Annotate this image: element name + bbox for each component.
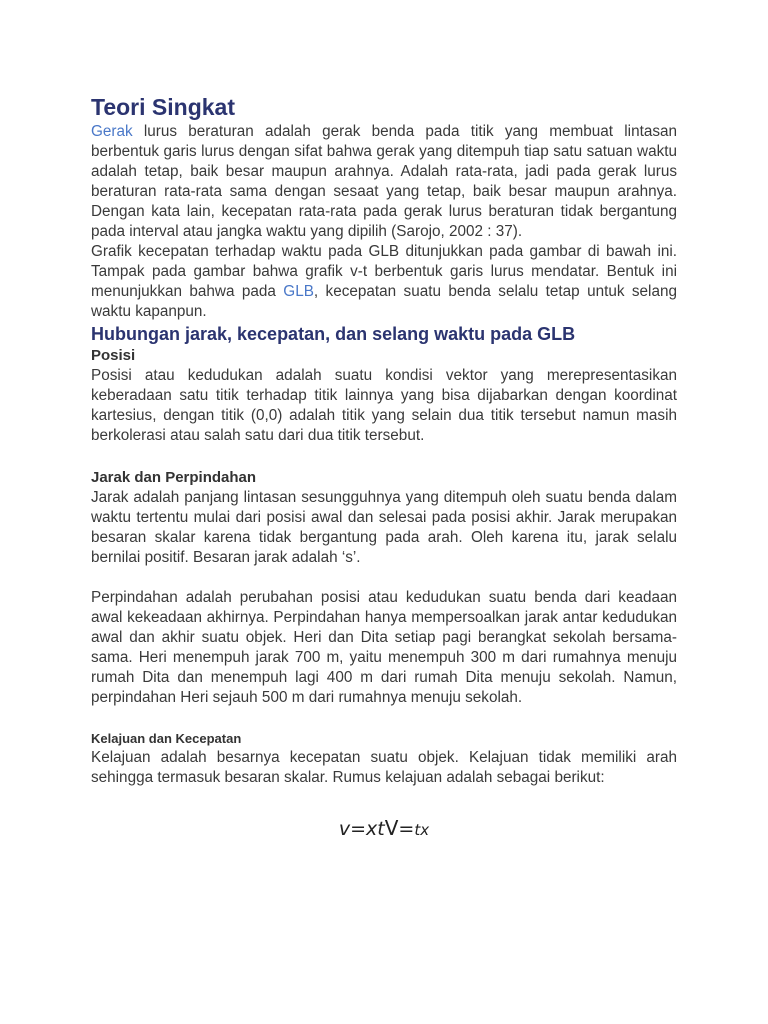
paragraph-jarak: Jarak adalah panjang lintasan sesungguhnya yang ditempuh oleh suatu benda dalam waktu tertentu mulai dari posisi awal dan selesai pada posisi akhir. Jarak merupakan besaran skalar karena tidak bergantung pada arah. Oleh karena itu, jarak selalu bernilai positif. Besaran jarak adalah ‘s’. — [91, 489, 677, 566]
formula-part-4: tx — [414, 821, 430, 839]
paragraph-grafik — [91, 242, 677, 322]
paragraph-glb-definition — [91, 122, 677, 242]
paragraph-grafik-text-1: Grafik kecepatan terhadap waktu pada GLB ditunjukkan pada gambar di bawah ini. Tampak pada gambar bahwa grafik v-t berbentuk garis lurus mendatar. Bentuk ini menunjukkan bahwa pada — [91, 243, 677, 300]
formula-part-1: v=xt — [338, 818, 385, 840]
formula-part-2: V — [384, 816, 399, 840]
article-content — [91, 92, 677, 840]
spacer — [91, 568, 677, 588]
spacer — [91, 446, 677, 468]
paragraph-perpindahan: Perpindahan adalah perubahan posisi atau kedudukan suatu benda dari keadaan awal kekeadaan akhirnya. Perpindahan hanya mempersoalkan jarak antar kedudukan awal dan akhir suatu objek. Heri dan Dita setiap pagi berangkat sekolah bersama-sama. Heri menempuh jarak 700 m, yaitu menempuh 300 m dari rumahnya menuju rumah Dita dan menempuh lagi 400 m dari rumah Dita menuju sekolah. Namun, perpindahan Heri sejauh 500 m dari rumahnya menuju sekolah. — [91, 589, 677, 706]
formula-part-3: = — [398, 818, 415, 840]
paragraph-kelajuan: Kelajuan adalah besarnya kecepatan suatu objek. Kelajuan tidak memiliki arah sehingga termasuk besaran skalar. Rumus kelajuan adalah sebagai berikut: — [91, 749, 677, 786]
paragraph-glb-definition-text: lurus beraturan adalah gerak benda pada titik yang membuat lintasan berbentuk garis lurus dengan sifat bahwa gerak yang ditempuh tiap satu satuan waktu adalah tetap, baik besar maupun arahnya. Adalah rata-rata, jadi pada gerak lurus beraturan rata-rata sama dengan sesaat yang tetap, baik besar maupun arahnya. Dengan kata lain, kecepatan rata-rata pada gerak lurus beraturan tidak bergantung pada interval atau jangka waktu yang dipilih (Sarojo, 2002 : 37). — [91, 123, 677, 240]
subheading-posisi: Posisi — [91, 347, 136, 364]
spacer — [91, 708, 677, 730]
formula-kelajuan — [91, 816, 677, 840]
paragraph-grafik-text-2: , kecepatan suatu benda selalu tetap untuk selang waktu kapanpun. — [91, 283, 677, 320]
paragraph-posisi: Posisi atau kedudukan adalah suatu kondisi vektor yang merepresentasikan keberadaan satu titik terhadap titik lainnya yang bisa dijabarkan dengan koordinat kartesius, dengan titik (0,0) adalah titik yang selain dua titik tersebut namun masih berkolerasi atau salah satu dari dua titik tersebut. — [91, 367, 677, 444]
section-heading-hubungan: Hubungan jarak, kecepatan, dan selang waktu pada GLB — [91, 324, 576, 344]
link-glb[interactable]: GLB — [283, 283, 314, 300]
page-title: Teori Singkat — [91, 94, 235, 120]
subheading-jarak-perpindahan: Jarak dan Perpindahan — [91, 469, 257, 486]
subheading-kelajuan-kecepatan: Kelajuan dan Kecepatan — [91, 731, 242, 746]
link-gerak[interactable]: Gerak — [91, 123, 133, 140]
